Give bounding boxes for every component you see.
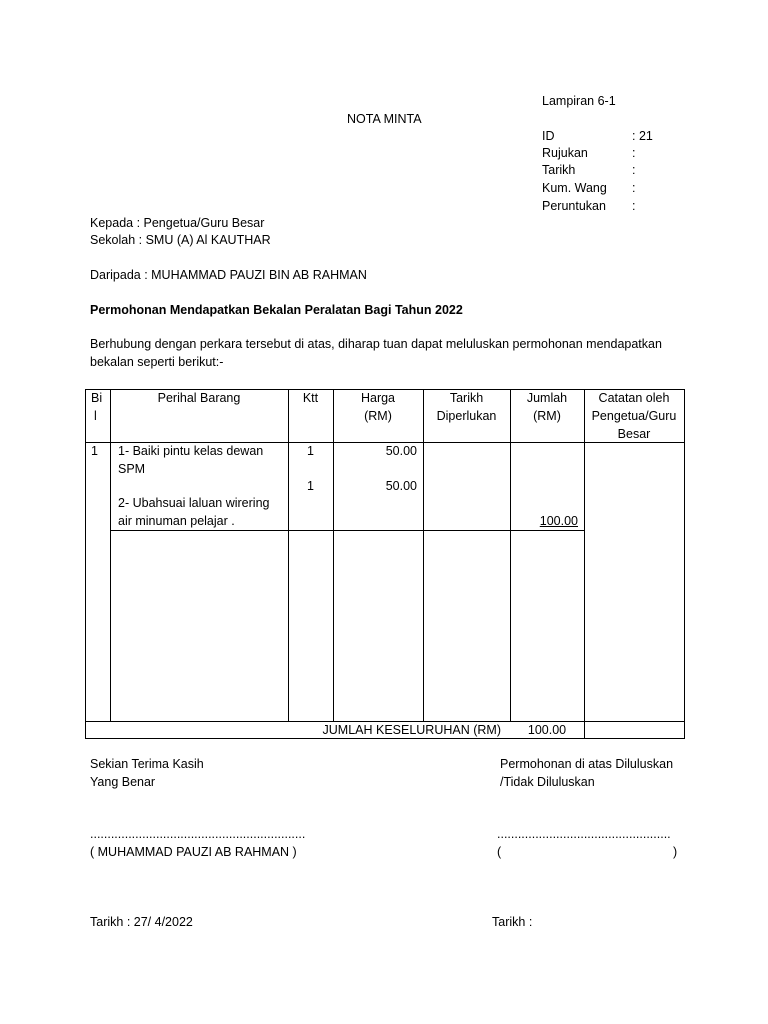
body-line-1: Berhubung dengan perkara tersebut di atas, diharap tuan dapat meluluskan permohonan mendapatkan [90, 337, 662, 351]
body-line-2: bekalan seperti berikut:- [90, 355, 224, 369]
header-bil-1: Bi [91, 391, 103, 405]
table-border-right [684, 389, 685, 739]
meta-value-peruntukan: : [632, 199, 636, 213]
request-table [85, 389, 685, 739]
jumlah-subtotal: 100.00 [539, 514, 578, 528]
col-divider-tarikh [510, 389, 511, 722]
item1-line2: SPM [118, 462, 146, 476]
total-label: JUMLAH KESELURUHAN (RM) [322, 723, 501, 737]
meta-label-id: ID [542, 129, 555, 143]
signatory-name-right-close: ) [673, 845, 678, 859]
meta-label-rujukan: Rujukan [542, 146, 588, 160]
meta-label-kum-wang: Kum. Wang [542, 181, 607, 195]
table-row-divider [110, 530, 584, 531]
document-title: NOTA MINTA [347, 112, 422, 126]
attachment-label: Lampiran 6-1 [542, 94, 616, 108]
header-tarikh-2: Diperlukan [436, 409, 497, 423]
header-harga-2: (RM) [364, 409, 392, 423]
signatory-name-left: ( MUHAMMAD PAUZI AB RAHMAN ) [90, 845, 297, 859]
header-catatan-3: Besar [617, 427, 651, 441]
header-ktt: Ktt [302, 391, 319, 405]
approval-status-2: /Tidak Diluluskan [500, 775, 595, 789]
header-catatan-2: Pengetua/Guru [591, 409, 677, 423]
sender-daripada: Daripada : MUHAMMAD PAUZI BIN AB RAHMAN [90, 268, 367, 282]
col-divider-harga [423, 389, 424, 722]
meta-label-peruntukan: Peruntukan [542, 199, 606, 213]
ktt-2: 1 [307, 479, 314, 493]
meta-value-tarikh: : [632, 163, 636, 177]
closing-thanks: Sekian Terima Kasih [90, 757, 204, 771]
approval-status-1: Permohonan di atas Diluluskan [500, 757, 674, 771]
header-harga-1: Harga [360, 391, 396, 405]
date-left: Tarikh : 27/ 4/2022 [90, 915, 193, 929]
signature-line-left: .............................................................. [90, 827, 306, 841]
item1-line1: 1- Baiki pintu kelas dewan [118, 444, 264, 458]
signature-line-right: .................................................. [497, 827, 671, 841]
recipient-kepada: Kepada : Pengetua/Guru Besar [90, 216, 265, 230]
header-catatan-1: Catatan oleh [598, 391, 670, 405]
col-divider-ktt [333, 389, 334, 722]
row-bil: 1 [91, 444, 98, 458]
col-divider-bil [110, 389, 111, 722]
header-bil-2: l [94, 409, 97, 423]
header-jumlah-2: (RM) [533, 409, 561, 423]
date-right: Tarikh : [492, 915, 533, 929]
table-border-left [85, 389, 86, 739]
col-divider-perihal [288, 389, 289, 722]
item2-line2: air minuman pelajar . [118, 514, 235, 528]
header-jumlah-1: Jumlah [526, 391, 568, 405]
meta-label-tarikh: Tarikh [542, 163, 576, 177]
meta-value-kum-wang: : [632, 181, 636, 195]
recipient-sekolah: Sekolah : SMU (A) Al KAUTHAR [90, 233, 271, 247]
ktt-1: 1 [307, 444, 314, 458]
subject-heading: Permohonan Mendapatkan Bekalan Peralatan Bagi Tahun 2022 [90, 303, 463, 317]
meta-value-rujukan: : [632, 146, 636, 160]
signatory-name-right-open: ( [497, 845, 502, 859]
closing-sincerely: Yang Benar [90, 775, 156, 789]
meta-value-id: : 21 [632, 129, 653, 143]
item2-line1: 2- Ubahsuai laluan wirering [118, 496, 270, 510]
harga-1: 50.00 [385, 444, 417, 458]
total-value: 100.00 [527, 723, 567, 737]
header-perihal: Perihal Barang [157, 391, 241, 405]
harga-2: 50.00 [385, 479, 417, 493]
header-tarikh-1: Tarikh [449, 391, 484, 405]
